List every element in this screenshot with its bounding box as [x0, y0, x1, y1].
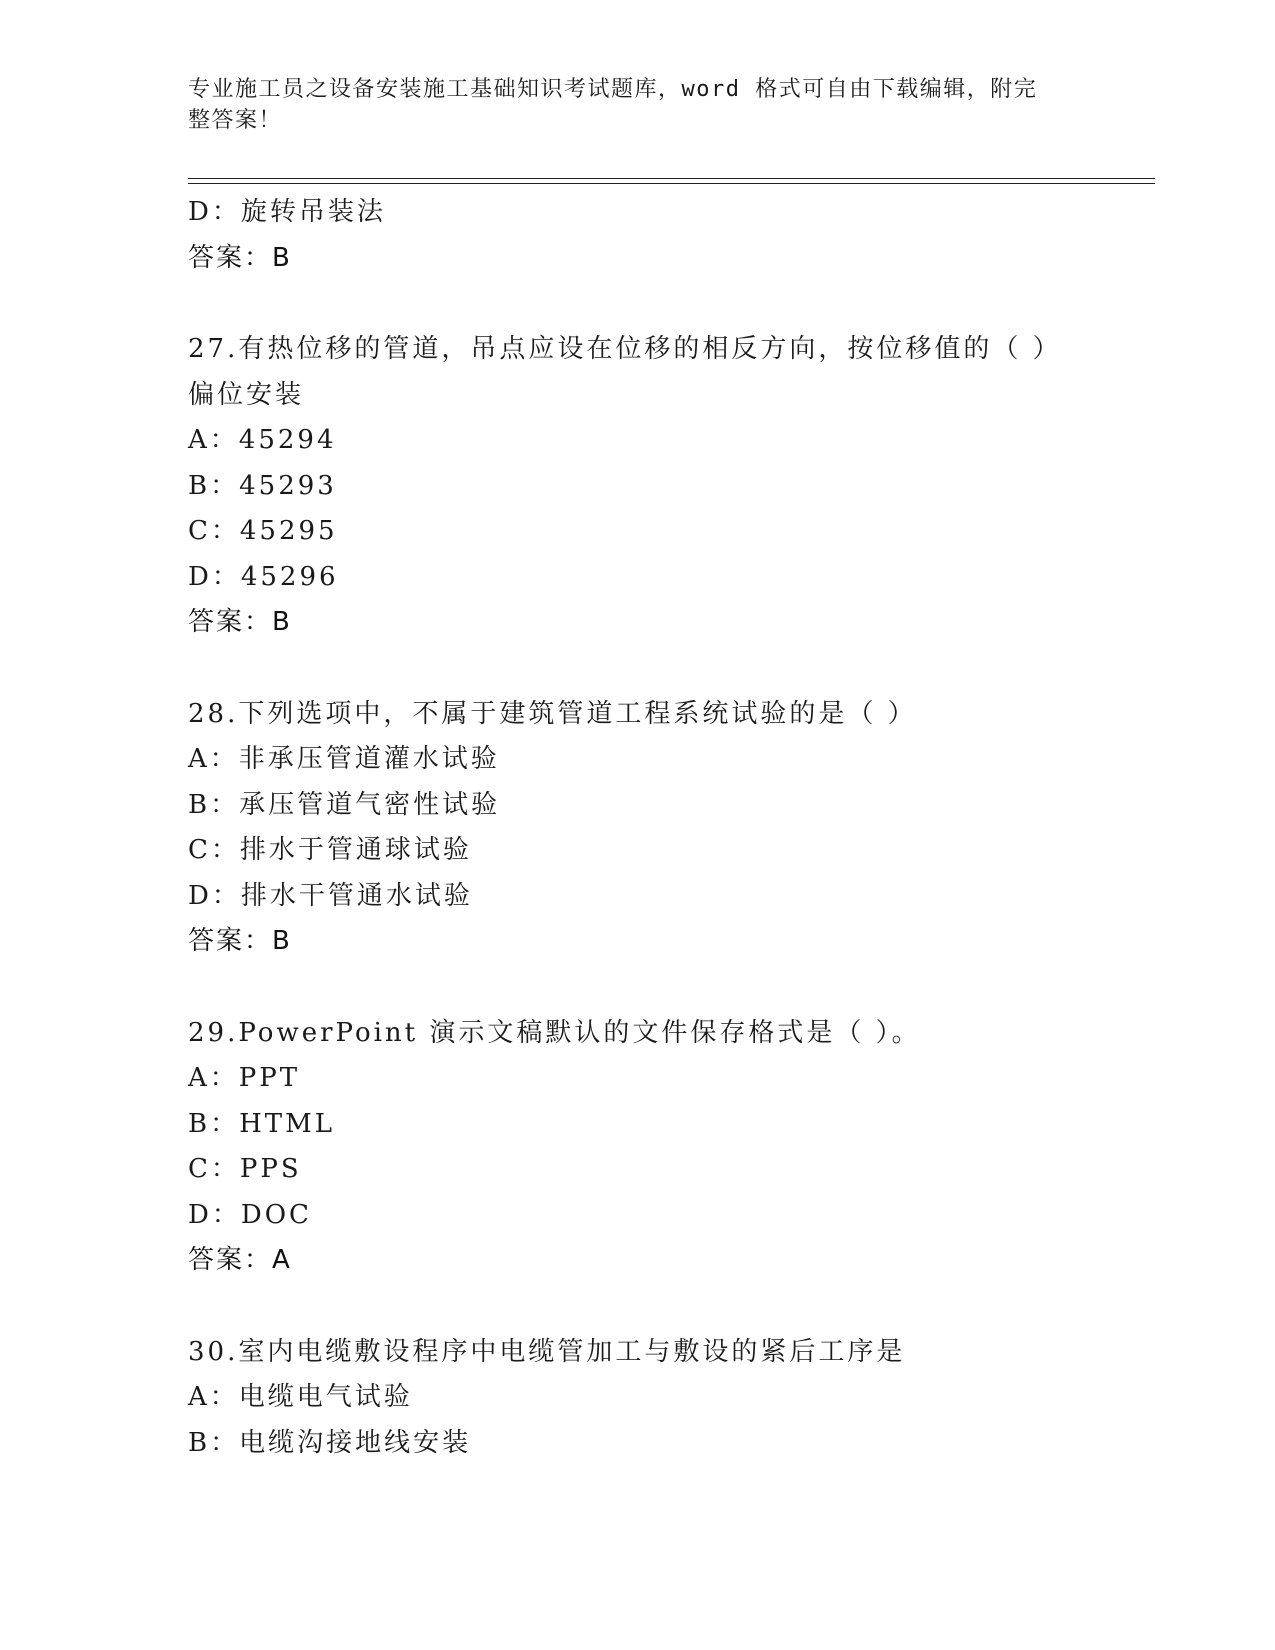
option-b: B：45293 — [188, 470, 337, 501]
option-a: A：PPT — [188, 1063, 301, 1093]
option-c: C：45295 — [188, 516, 338, 546]
option-b: B：电缆沟接地线安装 — [188, 1427, 472, 1458]
answer: 答案：B — [188, 926, 292, 956]
option-b: B：HTML — [188, 1108, 336, 1139]
option-d-previous: D：旋转吊装法 — [188, 197, 386, 227]
answer-previous: 答案：B — [188, 242, 292, 273]
option-a: A：电缆电气试验 — [188, 1382, 413, 1412]
question-27 — [188, 327, 1088, 646]
option-d: D：45296 — [188, 561, 339, 592]
header-line-1: 专业施工员之设备安装施工基础知识考试题库，word 格式可自由下载编辑，附完 — [188, 77, 1038, 102]
spacer — [188, 646, 1088, 692]
option-c: C：PPS — [188, 1154, 302, 1184]
spacer — [188, 281, 1088, 327]
header-line-2: 整答案！ — [188, 108, 283, 133]
option-c: C：排水于管通球试验 — [188, 835, 472, 865]
answer: 答案：A — [188, 1245, 292, 1275]
question-stem: 27.有热位移的管道，吊点应设在位移的相反方向，按位移值的（ ） — [188, 334, 1062, 364]
header-divider-bottom — [188, 183, 1155, 184]
page-header — [188, 74, 1068, 136]
question-29 — [188, 1011, 1088, 1284]
option-a: A：45294 — [188, 425, 337, 455]
question-stem: 28.下列选项中，不属于建筑管道工程系统试验的是（ ） — [188, 698, 917, 729]
question-stem: 29.PowerPoint 演示文稿默认的文件保存格式是（ ）。 — [188, 1017, 921, 1048]
header-divider-top — [188, 178, 1155, 179]
question-30 — [188, 1330, 1088, 1467]
answer: 答案：B — [188, 607, 292, 637]
document-body — [188, 190, 1088, 1466]
spacer — [188, 1284, 1088, 1330]
option-b: B：承压管道气密性试验 — [188, 789, 501, 820]
option-a: A：非承压管道灌水试验 — [188, 744, 500, 774]
question-stem: 30.室内电缆敷设程序中电缆管加工与敷设的紧后工序是 — [188, 1336, 906, 1367]
option-d: D：排水干管通水试验 — [188, 880, 473, 911]
question-stem-continued: 偏位安装 — [188, 379, 305, 410]
question-28 — [188, 692, 1088, 965]
option-d: D：DOC — [188, 1199, 312, 1230]
spacer — [188, 965, 1088, 1011]
